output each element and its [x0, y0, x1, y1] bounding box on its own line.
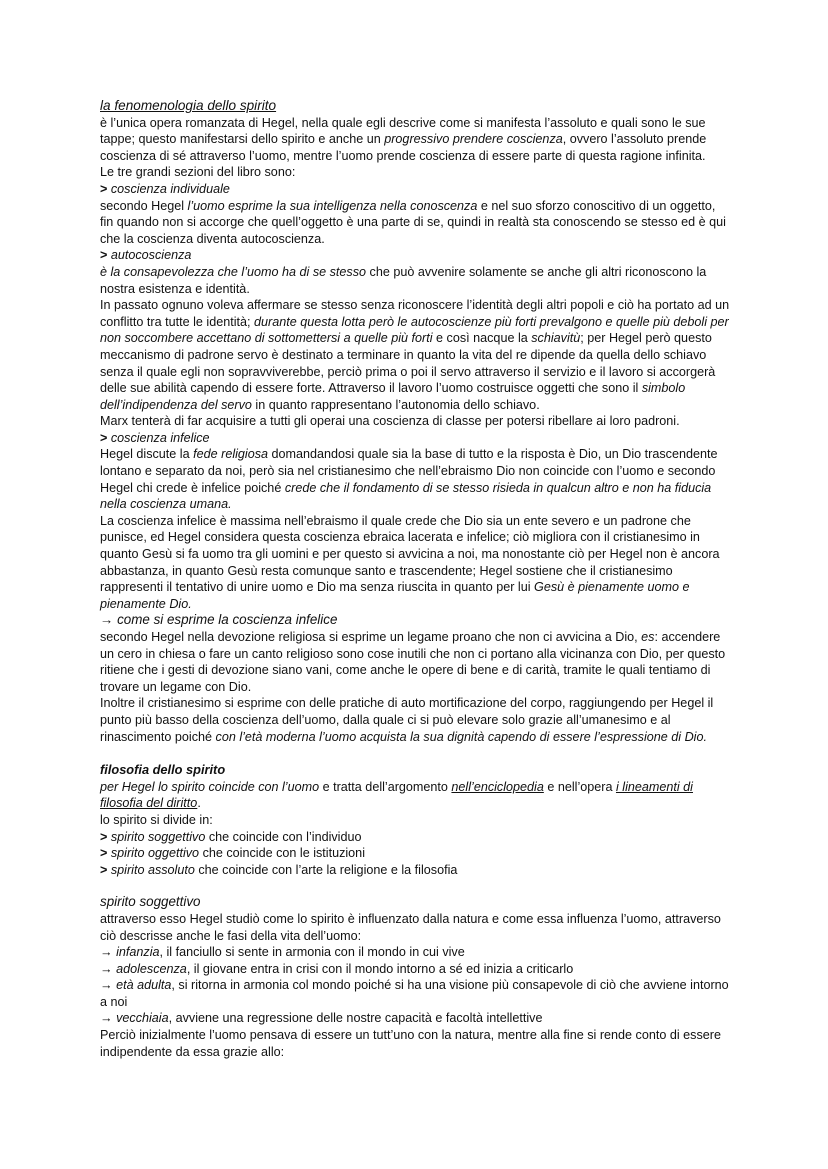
- subsection-title: autocoscienza: [110, 248, 192, 263]
- italic-text: vecchiaia: [116, 1011, 169, 1026]
- italic-text: con l’età moderna l’uomo acquista la sua dignità capendo di essere l’espressione di Dio.: [215, 729, 707, 744]
- paragraph: attraverso esso Hegel studiò come lo spirito è influenzato dalla natura e come essa influenza l’uomo, attraverso ciò descrisse anche le fasi della vita dell’uomo:: [100, 911, 721, 943]
- list-item: [100, 977, 730, 1010]
- subsection-heading: [100, 247, 730, 264]
- italic-text: es: [641, 630, 655, 644]
- text: è l’unica opera romanzata di Hegel, nella quale egli descrive come si manifesta l’assoluto e quali sono le sue tappe; questo manifestarsi dello spirito e anche un: [100, 115, 706, 147]
- text: in quanto rappresentano l’autonomia dello schiavo.: [251, 397, 540, 412]
- paragraph: [100, 629, 730, 695]
- text: che può avvenire solamente se anche gli altri riconoscono la nostra esistenza e identità.: [100, 264, 707, 296]
- list-item: [100, 1010, 730, 1027]
- paragraph: [100, 513, 730, 613]
- section-title-filosofia: filosofia dello spirito: [100, 762, 226, 778]
- bullet-marker: >: [100, 430, 108, 445]
- bullet-marker: >: [100, 829, 108, 844]
- spacer: [100, 745, 730, 762]
- subsection-title: coscienza individuale: [110, 181, 230, 196]
- paragraph: Marx tenterà di far acquisire a tutti gli operai una coscienza di classe per potersi ribellare ai loro padroni.: [100, 414, 680, 429]
- underlined-italic-text: nell’enciclopedia: [451, 779, 544, 794]
- paragraph: Perciò inizialmente l’uomo pensava di essere un tutt’uno con la natura, mentre alla fine si rende conto di essere indipendente da essa grazie allo:: [100, 1028, 721, 1059]
- italic-text: spirito soggettivo: [110, 829, 206, 844]
- paragraph: [100, 264, 730, 297]
- bullet-marker: >: [100, 181, 108, 196]
- paragraph: [100, 297, 730, 413]
- italic-text: spirito oggettivo: [110, 846, 200, 861]
- subsection-title: coscienza infelice: [110, 430, 210, 445]
- italic-text: fede religiosa: [193, 447, 269, 462]
- text: domandandosi quale sia la base di tutto e la risposta è Dio, un Dio trascendente lontano e separato da noi, però sia nel cristianesimo che nell’ebraismo Dio non coincide con l’uomo e secondo Hegel chi crede è infelice poiché: [100, 447, 718, 495]
- arrow-heading: → come si esprime la coscienza infelice: [100, 612, 338, 628]
- subsection-heading: [100, 181, 730, 198]
- paragraph: [100, 115, 730, 165]
- text: e nel suo sforzo conoscitivo di un oggetto, fin quando non si accorge che quell’oggetto è una parte di se, quindi in realtà sta conoscendo se stesso ed è qui che la coscienza diventa autocoscienza.: [100, 198, 726, 246]
- spacer: [100, 878, 730, 894]
- arrow-marker: →: [100, 1011, 113, 1026]
- section-title-soggettivo: spirito soggettivo: [100, 894, 201, 910]
- italic-text: è la consapevolezza che l’uomo ha di se stesso: [100, 264, 367, 279]
- arrow-marker: →: [100, 945, 113, 960]
- text: che coincide con l’arte la religione e la filosofia: [194, 862, 458, 877]
- paragraph: [100, 446, 730, 512]
- paragraph: [100, 198, 730, 248]
- arrow-marker: →: [100, 961, 113, 976]
- italic-text: crede che il fondamento di se stesso risieda in qualcun altro e non ha fiducia nella coscienza umana.: [100, 480, 712, 512]
- text: e così nacque la: [432, 331, 532, 346]
- text: e nell’opera: [543, 779, 616, 794]
- subsection-heading: [100, 430, 730, 447]
- text: , il fanciullo si sente in armonia con il mondo in cui vive: [159, 945, 465, 960]
- text: secondo Hegel: [100, 198, 188, 213]
- italic-text: spirito assoluto: [110, 862, 195, 877]
- italic-text: età adulta: [116, 978, 172, 993]
- list-item: [100, 862, 730, 879]
- text: , ovvero l’assoluto prende coscienza di sé attraverso l’uomo, mentre l’uomo prende coscienza di essere parte di questa ragione infinita.: [100, 132, 707, 163]
- italic-text: progressivo prendere coscienza: [384, 132, 563, 147]
- italic-text: simbolo dell’indipendenza del servo: [100, 381, 686, 412]
- list-item: [100, 845, 730, 862]
- text: , avviene una regressione delle nostre capacità e facoltà intellettive: [168, 1011, 543, 1026]
- italic-text: infanzia: [116, 945, 160, 960]
- text: Inoltre il cristianesimo si esprime con delle pratiche di auto mortificazione del corpo, raggiungendo per Hegel il punto più basso della coscienza dell’uomo, dalla quale ci si può elevare solo grazie all’umanesimo e al rinascimento poiché: [100, 696, 714, 744]
- document-page: [100, 98, 730, 1060]
- section-title-fenomenologia: la fenomenologia dello spirito: [100, 98, 277, 113]
- italic-text: l’uomo esprime la sua intelligenza nella conoscenza: [187, 198, 478, 213]
- underlined-italic-text: i lineamenti di filosofia del diritto: [100, 779, 693, 811]
- list-item: [100, 829, 730, 846]
- text: e tratta dell’argomento: [319, 779, 452, 794]
- text: che coincide con le istituzioni: [199, 846, 365, 861]
- text: ; per Hegel però questo meccanismo di padrone servo è destinato a terminare in quanto la vita del re dipende da quella dello schiavo senza il quale egli non sopravviverebbe, perciò prima o poi il servo attraverso il servizio e il lavoro si accorgerà delle sue abilità capendo di essere forte. Attraverso il lavoro l’uomo costruisce oggetti che sono il: [100, 331, 716, 396]
- italic-text: adolescenza: [116, 961, 187, 976]
- arrow-marker: →: [100, 978, 113, 993]
- bullet-marker: >: [100, 862, 108, 877]
- bullet-marker: >: [100, 846, 108, 861]
- text: : accendere un cero in chiesa o fare un canto religioso sono cose inutili che non ci portano alla vicinanza con Dio, per questo ritiene che i gesti di devozione siano vani, come anche le opere di bene e di carità, tramite le quali tentiamo di trovare un legame con Dio.: [100, 630, 726, 694]
- paragraph: Le tre grandi sezioni del libro sono:: [100, 165, 296, 180]
- italic-text: per Hegel lo spirito coincide con l’uomo: [100, 779, 320, 794]
- list-item: [100, 961, 730, 978]
- text: La coscienza infelice è massima nell’ebraismo il quale crede che Dio sia un ente severo e un padrone che punisce, ed Hegel considera questa coscienza ebraica lacerata e infelice; ciò migliora con il cristianesimo in quanto Gesù si fa uomo tra gli uomini e per questo si avvicina a noi, ma nonostante ciò per Hegel non è ancora abbastanza, in quanto Gesù resta comunque santo e trascendente; Hegel sostiene che il cristianesimo rappresenti il tentativo di unire uomo e Dio ma senza riuscita in quanto per lui: [100, 513, 720, 595]
- text: secondo Hegel nella devozione religiosa si esprime un legame proano che non ci avvicina a Dio,: [100, 630, 642, 644]
- text: .: [197, 796, 201, 811]
- italic-text: Gesù è pienamente uomo e pienamente Dio.: [100, 580, 690, 611]
- text: che coincide con l’individuo: [205, 829, 362, 844]
- text: In passato ognuno voleva affermare se stesso senza riconoscere l’identità degli altri popoli e ciò ha portato ad un conflitto tra tutte le identità;: [100, 298, 730, 329]
- italic-text: schiavitù: [531, 331, 581, 346]
- bullet-marker: >: [100, 248, 108, 263]
- italic-text: durante questa lotta però le autocoscienze più forti prevalgono e quelle più deboli per non soccombere accettano di sottomettersi a quelle più forti: [100, 314, 729, 346]
- list-item: [100, 944, 730, 961]
- paragraph: [100, 779, 730, 812]
- paragraph: lo spirito si divide in:: [100, 812, 213, 827]
- paragraph: [100, 695, 730, 745]
- text: , il giovane entra in crisi con il mondo intorno a sé ed inizia a criticarlo: [186, 961, 574, 976]
- text: , si ritorna in armonia col mondo poiché si ha una visione più consapevole di ciò che avviene intorno a noi: [100, 978, 729, 1009]
- text: Hegel discute la: [100, 447, 194, 462]
